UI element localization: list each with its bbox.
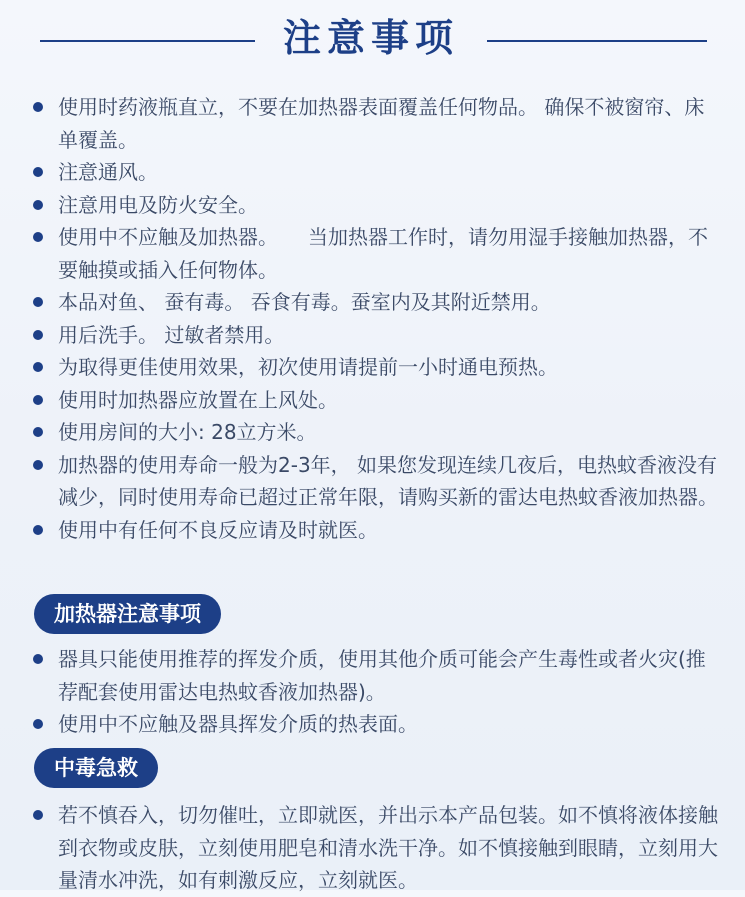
bullet-icon (33, 102, 43, 112)
list-item-text: 为取得更佳使用效果，初次使用请提前一小时通电预热。 (58, 355, 558, 379)
bullet-icon (33, 297, 43, 307)
page-title: 注意事项 (282, 16, 459, 60)
list-item-text: 若不慎吞入，切勿催吐，立即就医，并出示本产品包装。如不慎将液体接触到衣物或皮肤，立刻使用肥皂和清水洗干净。如不慎接触到眼睛，立刻用大量清水冲洗，如有刺激反应，立刻就医。 (58, 803, 718, 892)
title-row (0, 0, 745, 80)
bullet-icon (33, 427, 43, 437)
title-divider-right (487, 40, 707, 42)
title-divider-left (40, 40, 255, 42)
list-item-text: 使用中不应触及加热器。 当加热器工作时，请勿用湿手接触加热器，不要触摸或插入任何物体。 (58, 225, 708, 282)
list-item (30, 351, 720, 384)
heater-precautions-list (30, 643, 720, 741)
list-item (30, 91, 720, 156)
list-item (30, 384, 720, 417)
list-item-text: 器具只能使用推荐的挥发介质，使用其他介质可能会产生毒性或者火灾(推荐配套使用雷达电热蚊香液加热器)。 (58, 647, 706, 704)
list-item-text: 使用房间的大小: 28立方米。 (58, 420, 317, 444)
list-item-text: 注意通风。 (58, 160, 158, 184)
list-item (30, 708, 720, 741)
poison-section-heading: 中毒急救 (34, 748, 158, 788)
bullet-icon (33, 525, 43, 535)
list-item-text: 使用时药液瓶直立，不要在加热器表面覆盖任何物品。 确保不被窗帘、床单覆盖。 (58, 95, 705, 152)
list-item (30, 156, 720, 189)
bullet-icon (33, 395, 43, 405)
precautions-list (30, 91, 720, 546)
list-item-text: 注意用电及防火安全。 (58, 192, 258, 217)
list-item-text: 用后洗手。 过敏者禁用。 (58, 322, 285, 347)
heater-section-heading: 加热器注意事项 (34, 594, 221, 634)
list-item-text: 使用中不应触及器具挥发介质的热表面。 (58, 712, 418, 736)
bullet-icon (33, 362, 43, 372)
list-item-text: 使用时加热器应放置在上风处。 (58, 387, 338, 412)
bullet-icon (33, 460, 43, 470)
bullet-icon (33, 330, 43, 340)
list-item (30, 416, 720, 449)
bullet-icon (33, 654, 43, 664)
list-item (30, 319, 720, 352)
list-item (30, 449, 720, 514)
list-item-text: 使用中有任何不良反应请及时就医。 (58, 517, 378, 542)
bullet-icon (33, 719, 43, 729)
bullet-icon (33, 200, 43, 210)
list-item (30, 221, 720, 286)
bullet-icon (33, 167, 43, 177)
list-item (30, 799, 720, 897)
list-item-text: 本品对鱼、 蚕有毒。 吞食有毒。蚕室内及其附近禁用。 (58, 290, 551, 314)
list-item (30, 643, 720, 708)
list-item-text: 加热器的使用寿命一般为2-3年， 如果您发现连续几夜后，电热蚊香液没有减少，同时使用寿命已超过正常年限，请购买新的雷达电热蚊香液加热器。 (58, 452, 718, 509)
first-aid-list (30, 799, 720, 897)
list-item (30, 189, 720, 222)
list-item (30, 286, 720, 319)
bullet-icon (33, 810, 43, 820)
list-item (30, 514, 720, 547)
bullet-icon (33, 232, 43, 242)
